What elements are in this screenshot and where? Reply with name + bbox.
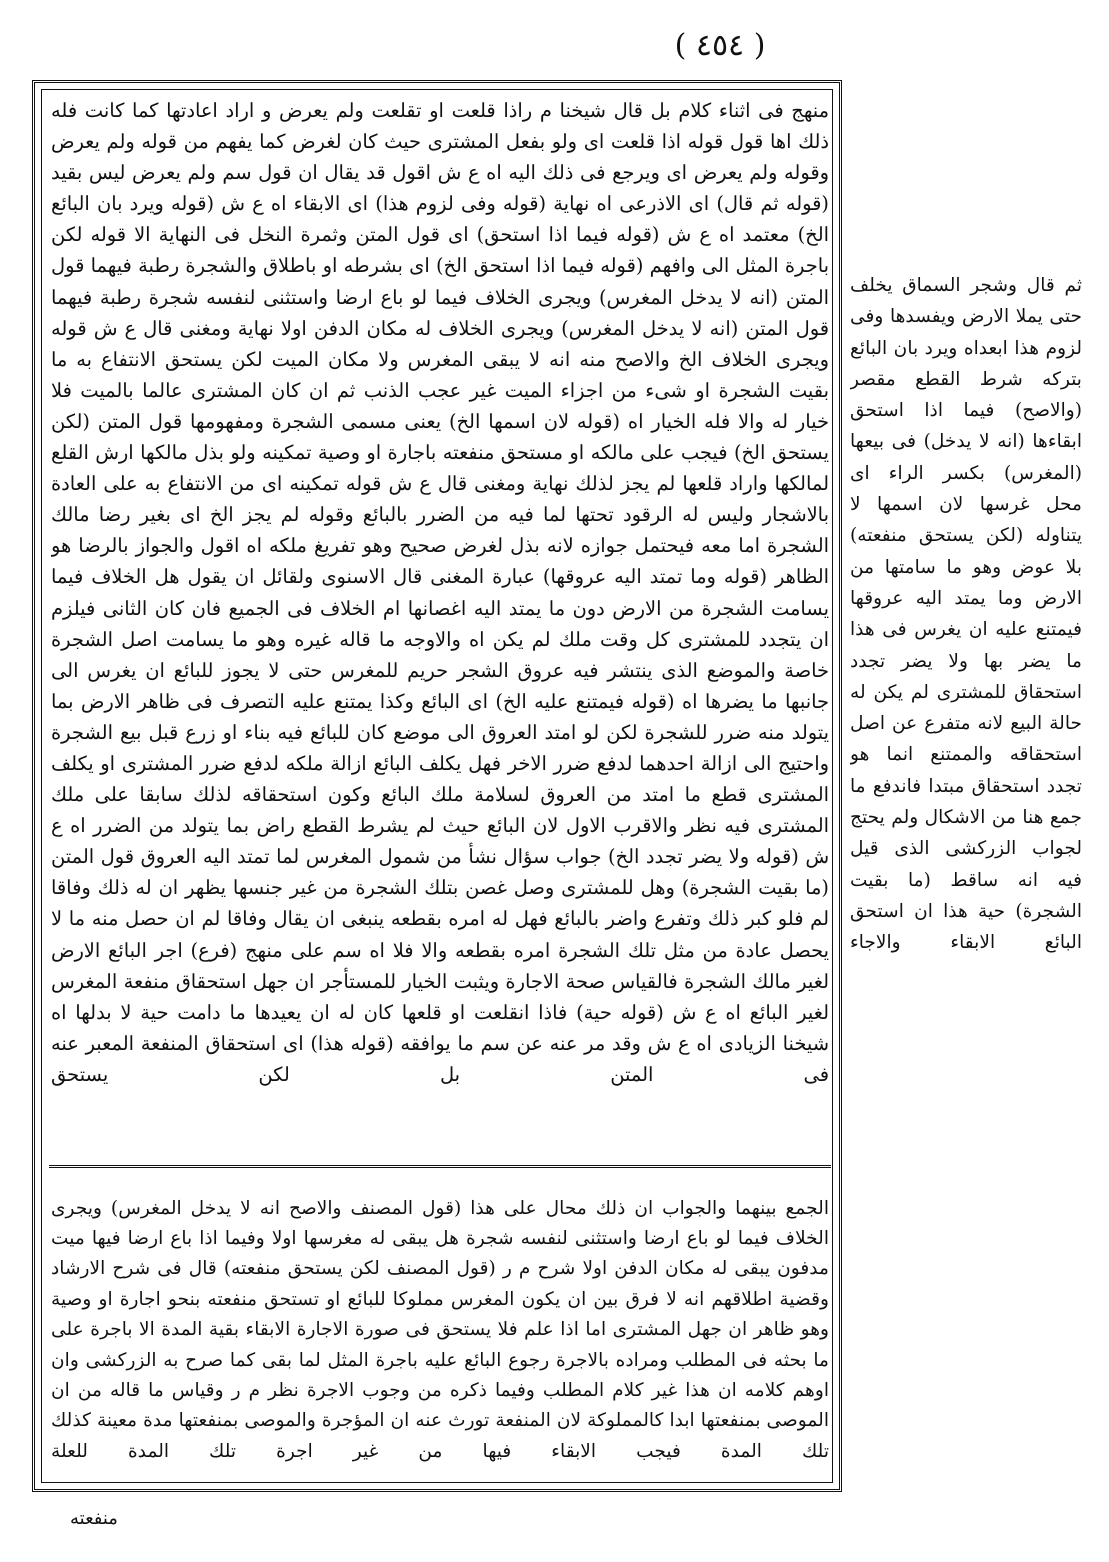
text-frame [32, 80, 842, 1492]
catchword: منفعته [70, 1508, 118, 1529]
margin-paragraph: ثم قال وشجر السماق يخلف حتی يملا الارض ويفسدها وفی لزوم هذا ابعداه ويرد بان البائع بتركه شرط القطع مقصر (والاصح) فيما اذا استحق ابقاءها (انه لا يدخل) فی بيعها (المغرس) بكسر الراء ای محل غرسها لان اسمها لا يتناوله (لكن يستحق منفعته) بلا عوض وهو ما سامتها من الارض وما يمتد اليه عروقها فيمتنع عليه ان يغرس فی هذا ما يضر بها ولا يضر تجدد استحقاق للمشتری لم يكن له حالة البيع لانه متفرع عن اصل استحقاقه والممتنع انما هو تجدد استحقاق مبتدا فاندفع ما جمع هنا من الاشكال ولم يحتج لجواب الزركشی الذی قيل فيه انه ساقط (ما بقيت الشجرة) حية هذا ان استحق البائع الابقاء والاجاء [850, 275, 1082, 954]
page-number: ( ٤٥٤ ) [674, 28, 766, 63]
footnote-text [51, 1175, 829, 1481]
main-paragraph: منهج فی اثناء کلام بل قال شیخنا م راذا قلعت او تقلعت ولم يعرض و اراد اعادتها كما كانت فله ذلك اها قول قوله اذا قلعت ای ولو بفعل المشتری حيث كان لغرض كما يفهم من قوله ولم يعرض وقوله ولم يعرض ای ويرجع فی ذلك اليه اه ع ش اقول قد يقال ان قول سم ولم يعرض ليس بقيد (قوله ثم قال) ای الاذرعی اه نهاية (قوله وفی لزوم هذا) ای الابقاء اه ع ش (قوله ويرد بان البائع الخ) معتمد اه ع ش (قوله فيما اذا استحق) ای قول المتن وثمرة النخل فی النهاية الا قوله لكن باجرة المثل الی وافهم (قوله فيما اذا استحق الخ) ای بشرطه او باطلاق والشجرة رطبة فيهما قول المتن (انه لا يدخل المغرس) ويجری الخلاف فيما لو باع ارضا واستثنی لنفسه شجرة رطبة فيهما قول المتن (انه لا يدخل المغرس) ويجری الخلاف له مكان الدفن اولا نهاية ومغنی قال ع ش قوله ويجری الخلاف الخ والاصح منه انه لا يبقی المغرس ولا مكان الميت لكن يستحق الانتفاع به ما بقيت الشجرة او شیء من اجزاء الميت غير عجب الذنب ثم ان كان المشتری عالما بالميت فلا خيار له والا فله الخيار اه (قوله لان اسمها الخ) يعنی مسمی الشجرة ومفهومها قول المتن (لكن يستحق الخ) فيجب علی مالكه او مستحق منفعته باجارة او وصية تمكينه ولو بذل مالكها ارش القلع لمالكها واراد قلعها لم يجز لذلك نهاية ومغنی قال ع ش قوله تمكينه ای من الانتفاع به علی العادة بالاشجار وليس له الرقود تحتها لما فيه من الضرر بالبائع وقوله لم يجز الخ ای بغير رضا مالك الشجرة اما معه فيحتمل جوازه لانه بذل لغرض صحيح وهو تفريغ ملكه اه اقول والجواز بالرضا هو الظاهر (قوله وما تمتد اليه عروقها) عبارة المغنی قال الاسنوی ولقائل ان يقول هل الخلاف فيما يسامت الشجرة من الارض دون ما يمتد اليه اغصانها ام الخلاف فی الجميع فان كان الثانی فيلزم ان يتجدد للمشتری كل وقت ملك لم يكن اه والاوجه ما قاله غيره وهو ما يسامت اصل الشجرة خاصة والموضع الذی ينتشر فيه عروق الشجر حريم للمغرس حتی لا يجوز للبائع ان يغرس الی جانبها ما يضرها اه (قوله فيمتنع عليه الخ) ای البائع وكذا يمتنع عليه التصرف فی ظاهر الارض بما يتولد منه ضرر للشجرة لكن لو امتد العروق الی موضع كان للبائع فيه بناء او زرع قبل بيع الشجرة واحتيج الی ازالة احدهما لدفع ضرر الاخر فهل يكلف البائع ازالة ملكه لدفع ضرر المشتری او يكلف المشتری قطع ما امتد من العروق لسلامة ملك البائع وكون استحقاقه لذلك سابقا علی ملك المشتری فيه نظر والاقرب الاول لان البائع حيث لم يشرط القطع راض بما يتولد من الضرر اه ع ش (قوله ولا يضر تجدد الخ) جواب سؤال نشأ من شمول المغرس لما تمتد اليه العروق قول المتن (ما بقيت الشجرة) وهل للمشتری وصل غصن بتلك الشجرة من غير جنسها يظهر ان له ذلك وفاقا لم فلو كبر ذلك وتفرع واضر بالبائع فهل له امره بقطعه ينبغی ان يقال وفاقا لم ان حصل منه ما لا يحصل عادة من مثل تلك الشجرة امره بقطعه والا فلا اه سم علی منهج (فرع) اجر البائع الارض لغير مالك الشجرة فالقياس صحة الاجارة ويثبت الخيار للمستأجر ان جهل استحقاق منفعة المغرس لغير البائع اه ع ش (قوله حية) فاذا انقلعت او قلعها كان له ان يعيدها ما دامت حية لا بدلها اه شيخنا الزيادی اه ع ش وقد مر عنه عن سم ما يوافقه (قوله هذا) ای استحقاق المنفعة المعبر عنه فی المتن بل لكن يستحق [51, 99, 829, 1086]
main-commentary-text [51, 95, 829, 1157]
footnote-divider [49, 1165, 831, 1168]
footnote-paragraph: الجمع بينهما والجواب ان ذلك محال علی هذا (قول المصنف والاصح انه لا يدخل المغرس) ويجری الخلاف فيما لو باع ارضا واستثنی لنفسه شجرة هل يبقی له مغرسها اولا وفيما اذا باع ارضا فيها ميت مدفون يبقی له مكان الدفن اولا شرح م ر (قول المصنف لكن يستحق منفعته) قال فی شرح الارشاد وقضية اطلاقهم انه لا فرق بين ان يكون المغرس مملوكا للبائع او تستحق منفعته بنحو اجارة او وصية وهو ظاهر ان جهل المشتری اما اذا علم فلا يستحق فی صورة الاجارة الابقاء بقية المدة الا باجرة علی ما بحثه فی المطلب ومراده بالاجرة رجوع البائع عليه باجرة المثل لما بقی كما صرح به الزركشی وان اوهم كلامه ان هذا غير كلام المطلب وفيما ذكره من وجوب الاجرة نظر م ر وقياس ما قاله من ان الموصی بمنفعتها ابدا كالمملوكة لان المنفعة تورث عنه ان المؤجرة والموصی بمنفعتها مدة معينة كذلك تلك المدة فيجب الابقاء فيها من غير اجرة تلك المدة للعلة [51, 1197, 829, 1462]
margin-matn-text [850, 270, 1082, 1150]
